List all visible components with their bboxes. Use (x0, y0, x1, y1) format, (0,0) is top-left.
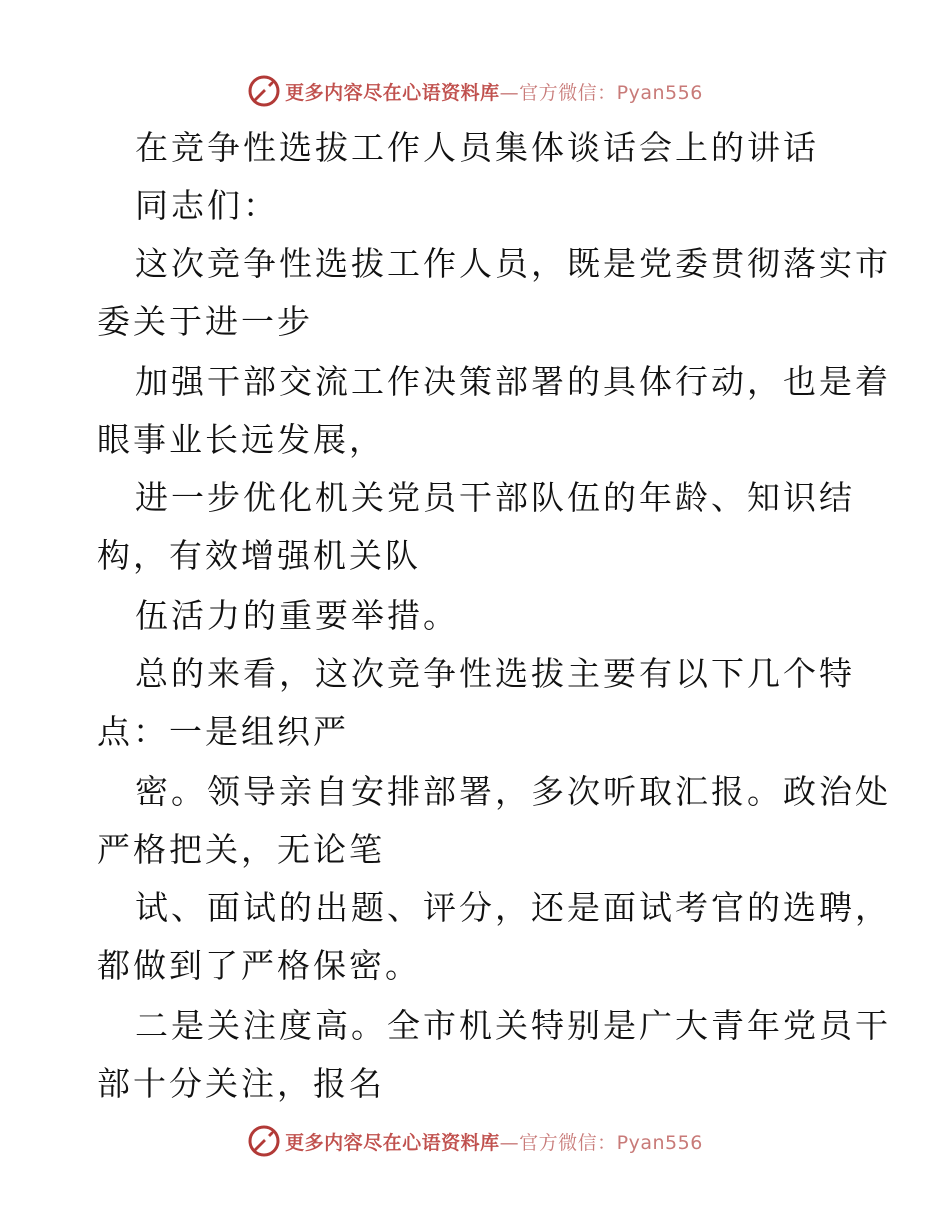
quill-logo-icon (247, 74, 281, 108)
paragraph-line: 部十分关注，报名 (97, 1064, 385, 1103)
watermark-main-text: 更多内容尽在心语资料库 (285, 1131, 500, 1154)
watermark-main-text: 更多内容尽在心语资料库 (285, 81, 500, 104)
paragraph-line: 加强干部交流工作决策部署的具体行动，也是着 (135, 362, 891, 401)
paragraph-line: 总的来看，这次竞争性选拔主要有以下几个特 (135, 654, 855, 693)
paragraph-line: 二是关注度高。全市机关特别是广大青年党员干 (135, 1006, 891, 1045)
header-watermark (0, 71, 950, 111)
paragraph-line: 伍活力的重要举措。 (135, 596, 459, 635)
paragraph-line: 这次竞争性选拔工作人员，既是党委贯彻落实市 (135, 244, 891, 283)
paragraph-line: 试、面试的出题、评分，还是面试考官的选聘， (135, 888, 891, 927)
paragraph-line: 眼事业长远发展， (97, 420, 385, 459)
paragraph-line: 密。领导亲自安排部署，多次听取汇报。政治处 (135, 772, 891, 811)
paragraph-line: 严格把关，无论笔 (97, 830, 385, 869)
doc-title: 在竞争性选拔工作人员集体谈话会上的讲话 (135, 128, 819, 167)
salutation: 同志们： (135, 186, 279, 225)
watermark-wechat-text: —官方微信：Pyan556 (499, 81, 703, 104)
watermark-wechat-text: —官方微信：Pyan556 (499, 1131, 703, 1154)
paragraph-line: 点：一是组织严 (97, 712, 349, 751)
paragraph-line: 委关于进一步 (97, 302, 313, 341)
quill-logo-icon (247, 1124, 281, 1158)
footer-watermark (0, 1121, 950, 1161)
paragraph-line: 都做到了严格保密。 (97, 946, 421, 985)
paragraph-line: 构，有效增强机关队 (97, 536, 421, 575)
paragraph-line: 进一步优化机关党员干部队伍的年龄、知识结 (135, 478, 855, 517)
